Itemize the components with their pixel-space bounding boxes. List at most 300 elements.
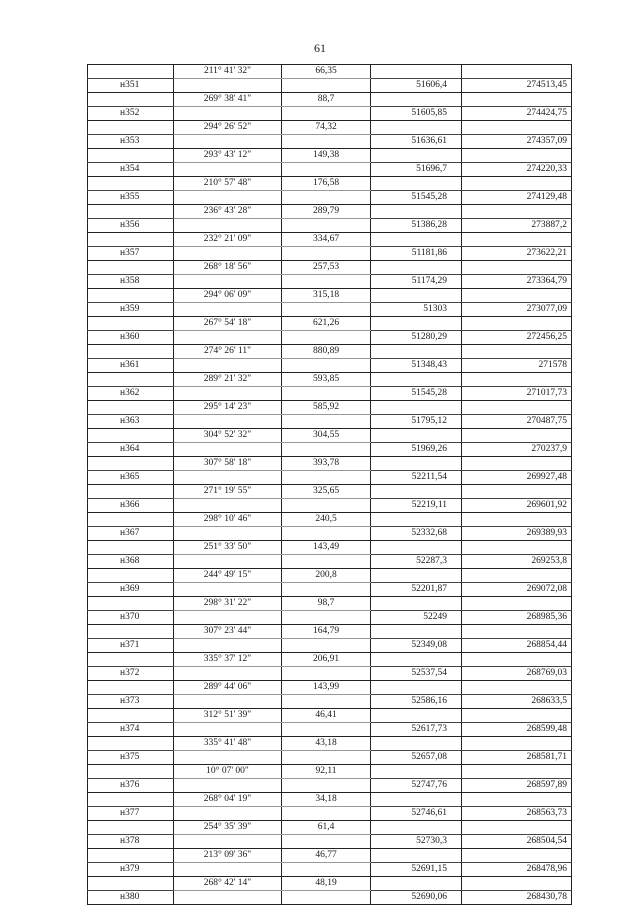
y-cell [462, 401, 572, 415]
angle-cell [174, 331, 282, 345]
x-cell [371, 849, 462, 863]
segment-row [88, 681, 572, 695]
point-name: н356 [88, 219, 174, 233]
distance-cell [282, 527, 371, 541]
segment-length: 393,78 [282, 457, 371, 471]
angle-cell [174, 891, 282, 905]
x-cell [371, 681, 462, 695]
segment-length: 46,41 [282, 709, 371, 723]
point-cell [88, 765, 174, 779]
x-coordinate: 52537,54 [371, 667, 462, 681]
distance-cell [282, 695, 371, 709]
direction-angle: 307° 58' 18" [174, 457, 282, 471]
direction-angle: 268° 42' 14" [174, 877, 282, 891]
x-coordinate: 52219,11 [371, 499, 462, 513]
x-cell [371, 289, 462, 303]
segment-row [88, 93, 572, 107]
segment-length: 315,18 [282, 289, 371, 303]
direction-angle: 10° 07' 00" [174, 765, 282, 779]
segment-row [88, 373, 572, 387]
x-coordinate: 51605,85 [371, 107, 462, 121]
segment-row [88, 121, 572, 135]
segment-length: 206,91 [282, 653, 371, 667]
distance-cell [282, 163, 371, 177]
y-coordinate: 268633,5 [462, 695, 572, 709]
segment-length: 304,55 [282, 429, 371, 443]
segment-length: 48,19 [282, 877, 371, 891]
angle-cell [174, 107, 282, 121]
point-name: н369 [88, 583, 174, 597]
segment-length: 257,53 [282, 261, 371, 275]
distance-cell [282, 219, 371, 233]
y-cell [462, 849, 572, 863]
y-cell [462, 765, 572, 779]
point-cell [88, 821, 174, 835]
point-row [88, 807, 572, 821]
point-name: н354 [88, 163, 174, 177]
point-name: н373 [88, 695, 174, 709]
point-name: н366 [88, 499, 174, 513]
y-coordinate: 273077,09 [462, 303, 572, 317]
point-cell [88, 261, 174, 275]
angle-cell [174, 359, 282, 373]
segment-row [88, 401, 572, 415]
point-cell [88, 485, 174, 499]
angle-cell [174, 415, 282, 429]
x-coordinate: 51303 [371, 303, 462, 317]
angle-cell [174, 79, 282, 93]
y-cell [462, 709, 572, 723]
point-cell [88, 793, 174, 807]
y-cell [462, 737, 572, 751]
x-coordinate: 51280,29 [371, 331, 462, 345]
x-coordinate: 52287,3 [371, 555, 462, 569]
segment-length: 164,79 [282, 625, 371, 639]
angle-cell [174, 191, 282, 205]
y-cell [462, 485, 572, 499]
distance-cell [282, 247, 371, 261]
distance-cell [282, 583, 371, 597]
direction-angle: 298° 10' 46" [174, 513, 282, 527]
segment-length: 34,18 [282, 793, 371, 807]
direction-angle: 268° 04' 19" [174, 793, 282, 807]
y-coordinate: 269601,92 [462, 499, 572, 513]
angle-cell [174, 135, 282, 149]
y-coordinate: 273622,21 [462, 247, 572, 261]
y-cell [462, 877, 572, 891]
angle-cell [174, 807, 282, 821]
x-cell [371, 541, 462, 555]
x-coordinate: 52211,54 [371, 471, 462, 485]
segment-row [88, 793, 572, 807]
x-cell [371, 765, 462, 779]
angle-cell [174, 611, 282, 625]
angle-cell [174, 163, 282, 177]
point-cell [88, 653, 174, 667]
segment-row [88, 149, 572, 163]
point-row [88, 387, 572, 401]
y-cell [462, 345, 572, 359]
segment-length: 88,7 [282, 93, 371, 107]
segment-row [88, 877, 572, 891]
point-cell [88, 541, 174, 555]
point-name: н364 [88, 443, 174, 457]
y-cell [462, 289, 572, 303]
x-cell [371, 177, 462, 191]
x-coordinate: 51348,43 [371, 359, 462, 373]
y-coordinate: 274357,09 [462, 135, 572, 149]
distance-cell [282, 751, 371, 765]
y-cell [462, 457, 572, 471]
x-cell [371, 93, 462, 107]
y-cell [462, 653, 572, 667]
segment-length: 240,5 [282, 513, 371, 527]
point-name: н377 [88, 807, 174, 821]
y-coordinate: 268581,71 [462, 751, 572, 765]
direction-angle: 274° 26' 11" [174, 345, 282, 359]
y-coordinate: 271017,73 [462, 387, 572, 401]
point-row [88, 107, 572, 121]
direction-angle: 271° 19' 55" [174, 485, 282, 499]
x-coordinate: 52586,16 [371, 695, 462, 709]
angle-cell [174, 499, 282, 513]
direction-angle: 254° 35' 39" [174, 821, 282, 835]
segment-row [88, 261, 572, 275]
y-cell [462, 177, 572, 191]
point-cell [88, 625, 174, 639]
segment-length: 74,32 [282, 121, 371, 135]
distance-cell [282, 303, 371, 317]
coordinates-table [87, 64, 572, 905]
distance-cell [282, 891, 371, 905]
distance-cell [282, 611, 371, 625]
y-coordinate: 269253,8 [462, 555, 572, 569]
point-cell [88, 877, 174, 891]
y-cell [462, 149, 572, 163]
distance-cell [282, 835, 371, 849]
segment-length: 585,92 [282, 401, 371, 415]
y-cell [462, 513, 572, 527]
segment-row [88, 821, 572, 835]
angle-cell [174, 527, 282, 541]
point-cell [88, 205, 174, 219]
point-name: н357 [88, 247, 174, 261]
y-coordinate: 272456,25 [462, 331, 572, 345]
segment-row [88, 205, 572, 219]
direction-angle: 267° 54' 18" [174, 317, 282, 331]
y-coordinate: 268478,96 [462, 863, 572, 877]
point-row [88, 723, 572, 737]
segment-length: 61,4 [282, 821, 371, 835]
point-cell [88, 569, 174, 583]
y-cell [462, 233, 572, 247]
x-coordinate: 51545,28 [371, 387, 462, 401]
y-coordinate: 268599,48 [462, 723, 572, 737]
point-row [88, 863, 572, 877]
point-row [88, 891, 572, 905]
angle-cell [174, 751, 282, 765]
x-cell [371, 121, 462, 135]
x-coordinate: 52201,87 [371, 583, 462, 597]
distance-cell [282, 779, 371, 793]
x-coordinate: 52747,76 [371, 779, 462, 793]
point-cell [88, 849, 174, 863]
direction-angle: 268° 18' 56" [174, 261, 282, 275]
y-cell [462, 541, 572, 555]
y-coordinate: 268985,36 [462, 611, 572, 625]
point-cell [88, 65, 174, 79]
x-cell [371, 653, 462, 667]
angle-cell [174, 303, 282, 317]
y-cell [462, 681, 572, 695]
point-row [88, 443, 572, 457]
segment-row [88, 569, 572, 583]
y-coordinate: 268854,44 [462, 639, 572, 653]
x-cell [371, 65, 462, 79]
x-coordinate: 52617,73 [371, 723, 462, 737]
direction-angle: 236° 43' 28" [174, 205, 282, 219]
distance-cell: 66,35 [282, 65, 371, 79]
y-cell [462, 205, 572, 219]
y-cell [462, 597, 572, 611]
point-name: н355 [88, 191, 174, 205]
x-cell [371, 205, 462, 219]
point-row [88, 331, 572, 345]
point-name: н371 [88, 639, 174, 653]
segment-row [88, 457, 572, 471]
point-cell [88, 401, 174, 415]
angle-cell [174, 555, 282, 569]
segment-length: 46,77 [282, 849, 371, 863]
point-name: н376 [88, 779, 174, 793]
point-cell [88, 289, 174, 303]
point-name: н370 [88, 611, 174, 625]
y-coordinate: 269389,93 [462, 527, 572, 541]
segment-length: 289,79 [282, 205, 371, 219]
x-cell [371, 877, 462, 891]
x-coordinate: 51545,28 [371, 191, 462, 205]
direction-angle: 289° 21' 32" [174, 373, 282, 387]
distance-cell [282, 807, 371, 821]
segment-row [88, 597, 572, 611]
point-name: н380 [88, 891, 174, 905]
angle-cell [174, 275, 282, 289]
segment-row [88, 765, 572, 779]
distance-cell [282, 359, 371, 373]
x-coordinate: 52249 [371, 611, 462, 625]
point-row [88, 471, 572, 485]
y-coordinate: 274129,48 [462, 191, 572, 205]
x-coordinate: 51386,28 [371, 219, 462, 233]
x-cell [371, 149, 462, 163]
y-coordinate: 274220,33 [462, 163, 572, 177]
point-row [88, 499, 572, 513]
x-cell [371, 709, 462, 723]
direction-angle: 244° 49' 15" [174, 569, 282, 583]
distance-cell [282, 723, 371, 737]
point-row [88, 639, 572, 653]
point-name: н365 [88, 471, 174, 485]
y-coordinate: 269927,48 [462, 471, 572, 485]
segment-length: 621,26 [282, 317, 371, 331]
x-coordinate: 51636,61 [371, 135, 462, 149]
direction-angle: 312° 51' 39" [174, 709, 282, 723]
segment-length: 143,99 [282, 681, 371, 695]
direction-angle: 335° 37' 12" [174, 653, 282, 667]
point-row [88, 275, 572, 289]
x-cell [371, 485, 462, 499]
segment-row [88, 625, 572, 639]
point-cell [88, 709, 174, 723]
direction-angle: 269° 38' 41" [174, 93, 282, 107]
x-cell [371, 513, 462, 527]
angle-cell [174, 443, 282, 457]
angle-cell [174, 471, 282, 485]
x-coordinate: 51181,86 [371, 247, 462, 261]
segment-length: 593,85 [282, 373, 371, 387]
segment-row [88, 737, 572, 751]
direction-angle: 295° 14' 23" [174, 401, 282, 415]
segment-row [88, 317, 572, 331]
segment-row [88, 709, 572, 723]
segment-length: 334,67 [282, 233, 371, 247]
x-coordinate: 52746,61 [371, 807, 462, 821]
y-coordinate: 270237,9 [462, 443, 572, 457]
direction-angle: 335° 41' 48" [174, 737, 282, 751]
y-cell [462, 821, 572, 835]
angle-cell [174, 695, 282, 709]
point-name: н359 [88, 303, 174, 317]
distance-cell [282, 191, 371, 205]
angle-cell [174, 387, 282, 401]
x-cell [371, 625, 462, 639]
x-cell [371, 345, 462, 359]
y-coordinate: 273887,2 [462, 219, 572, 233]
distance-cell [282, 499, 371, 513]
direction-angle: 251° 33' 50" [174, 541, 282, 555]
point-name: н361 [88, 359, 174, 373]
x-coordinate: 52691,15 [371, 863, 462, 877]
point-row [88, 79, 572, 93]
x-coordinate: 51795,12 [371, 415, 462, 429]
distance-cell [282, 667, 371, 681]
y-coordinate: 269072,08 [462, 583, 572, 597]
distance-cell [282, 107, 371, 121]
y-cell [462, 93, 572, 107]
distance-cell [282, 639, 371, 653]
direction-angle: 298° 31' 22" [174, 597, 282, 611]
point-name: н358 [88, 275, 174, 289]
x-cell [371, 737, 462, 751]
direction-angle: 289° 44' 06" [174, 681, 282, 695]
angle-cell [174, 723, 282, 737]
direction-angle: 294° 26' 52" [174, 121, 282, 135]
direction-angle: 304° 52' 32" [174, 429, 282, 443]
distance-cell [282, 275, 371, 289]
segment-row [88, 289, 572, 303]
y-cell [462, 373, 572, 387]
point-name: н368 [88, 555, 174, 569]
x-coordinate: 51696,7 [371, 163, 462, 177]
distance-cell [282, 387, 371, 401]
distance-cell [282, 863, 371, 877]
point-name: н353 [88, 135, 174, 149]
angle-cell [174, 219, 282, 233]
angle-cell [174, 639, 282, 653]
x-cell [371, 569, 462, 583]
point-cell [88, 177, 174, 191]
angle-cell [174, 247, 282, 261]
distance-cell [282, 555, 371, 569]
point-row [88, 611, 572, 625]
angle-cell [174, 583, 282, 597]
point-row [88, 415, 572, 429]
point-row [88, 695, 572, 709]
angle-cell: 211° 41' 32" [174, 65, 282, 79]
direction-angle: 293° 43' 12" [174, 149, 282, 163]
x-cell [371, 233, 462, 247]
x-cell [371, 597, 462, 611]
point-row [88, 219, 572, 233]
distance-cell [282, 79, 371, 93]
x-coordinate: 51606,4 [371, 79, 462, 93]
segment-row [88, 485, 572, 499]
point-name: н378 [88, 835, 174, 849]
point-row [88, 835, 572, 849]
segment-length: 43,18 [282, 737, 371, 751]
segment-row [88, 541, 572, 555]
point-row [88, 163, 572, 177]
direction-angle: 232° 21' 09" [174, 233, 282, 247]
point-cell [88, 513, 174, 527]
y-cell [462, 261, 572, 275]
point-name: н362 [88, 387, 174, 401]
point-cell [88, 121, 174, 135]
y-coordinate: 268430,78 [462, 891, 572, 905]
point-name: н379 [88, 863, 174, 877]
segment-length: 325,65 [282, 485, 371, 499]
x-coordinate: 52730,3 [371, 835, 462, 849]
segment-length: 200,8 [282, 569, 371, 583]
point-cell [88, 373, 174, 387]
segment-row [88, 429, 572, 443]
x-cell [371, 261, 462, 275]
point-cell [88, 737, 174, 751]
segment-length: 98,7 [282, 597, 371, 611]
point-name: н367 [88, 527, 174, 541]
x-coordinate: 51969,26 [371, 443, 462, 457]
angle-cell [174, 863, 282, 877]
y-coordinate: 268597,89 [462, 779, 572, 793]
x-cell [371, 317, 462, 331]
point-cell [88, 429, 174, 443]
point-name: н375 [88, 751, 174, 765]
point-cell [88, 233, 174, 247]
y-coordinate: 268563,73 [462, 807, 572, 821]
x-cell [371, 429, 462, 443]
x-coordinate: 52690,06 [371, 891, 462, 905]
y-cell [462, 121, 572, 135]
y-cell [462, 429, 572, 443]
y-coordinate: 271578 [462, 359, 572, 373]
x-cell [371, 401, 462, 415]
x-coordinate: 52657,08 [371, 751, 462, 765]
y-cell [462, 317, 572, 331]
y-coordinate: 273364,79 [462, 275, 572, 289]
y-cell [462, 569, 572, 583]
point-row [88, 527, 572, 541]
x-coordinate: 52332,68 [371, 527, 462, 541]
